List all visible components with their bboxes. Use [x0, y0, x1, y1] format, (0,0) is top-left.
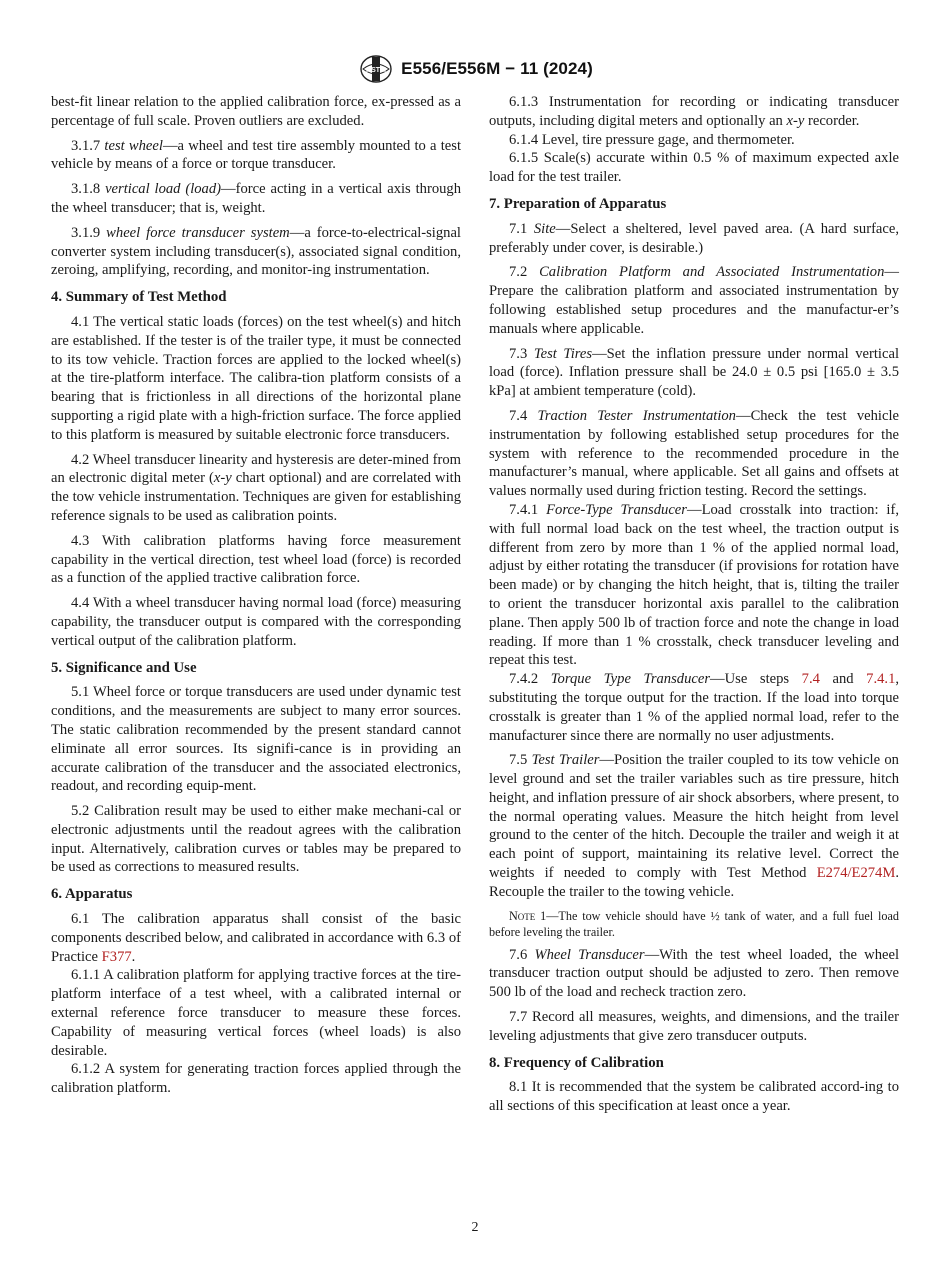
section-heading-4: 4. Summary of Test Method — [51, 289, 227, 306]
right-column — [489, 93, 899, 1122]
paragraph-4-1: 4.1 The vertical static loads (forces) on the test wheel(s) and hitch are established. If the tester is of the trailer type, it must be connected to its tow vehicle. Traction forces are applied to the locked wheel(s) at the tire-platform interface. The calibra-tion platform consists of a bearing that is frictionless in all directions of the horizontal plane supporting a rigid plate with a high-friction surface. The force applied to this platform is measured by suitable electronic force transducers. — [51, 313, 461, 443]
link-7-4[interactable]: 7.4 — [801, 671, 820, 688]
paragraph-3-1-7: 3.1.7 test wheel—a wheel and test tire assembly mounted to a test vehicle by means of a force or torque transducer. — [51, 137, 462, 173]
section-heading-6: 6. Apparatus — [51, 886, 133, 903]
paragraph-3-1-8: 3.1.8 vertical load (load)—force acting in a vertical axis through the wheel transducer; that is, weight. — [51, 181, 462, 216]
paragraph-5-1: 5.1 Wheel force or torque transducers are used under dynamic test conditions, and the measurements are subject to many error sources. The static calibration recommended by the present standard cannot eliminate all error sources. Its signifi-cance is in providing an accurate calibration of the transducer and the associated electronics, readout, and recording equip-ment. — [51, 684, 461, 795]
paragraph-3-1-9: 3.1.9 wheel force transducer system—a force-to-electrical-signal converter system including transducer(s), associated signal condition, zeroing, amplifying, recording, and monitor-ing instrumentation. — [51, 224, 461, 279]
page-number: 2 — [471, 1220, 479, 1235]
term-wheel-force-transducer-system: wheel force transducer system — [106, 224, 290, 241]
section-heading-8: 8. Frequency of Calibration — [489, 1054, 664, 1071]
left-column — [51, 93, 461, 1098]
paragraph-7-3: 7.3 Test Tires—Set the inflation pressure under normal vertical load (force). Inflation pressure shall be 24.0 ± 0.5 psi [165.0 ± 3.5 kPa] at ambient temperature (cold). — [489, 345, 899, 400]
paragraph-6-1-1: 6.1.1 A calibration platform for applying tractive forces at the tire-platform interface of a test wheel, with a calibrated internal or external reference force transducer to measure these forces. Capability of measuring vertical forces (wheel loads) is also desirable. — [51, 967, 461, 1059]
link-e274[interactable]: E274/E274M — [816, 865, 896, 882]
paragraph-4-2: 4.2 Wheel transducer linearity and hysteresis are deter-mined from an electronic digital meter (x-y chart optional) and are correlated with the tow vehicle instrumentation. Techniques are given for establishing reference signals to be used as calibration points. — [51, 451, 461, 524]
paragraph-7-7: 7.7 Record all measures, weights, and dimensions, and the trailer leveling adjustments that give zero transducer outputs. — [489, 1009, 899, 1044]
note-1: Note 1—The tow vehicle should have ½ tank of water, and a full fuel load before leveling the trailer. — [489, 908, 899, 939]
paragraph-7-6: 7.6 Wheel Transducer—With the test wheel loaded, the wheel transducer traction output should be adjusted to zero. Then remove 500 lb of the load and recheck traction zero. — [489, 946, 899, 1001]
link-7-4-1[interactable]: 7.4.1 — [866, 671, 896, 688]
term-test-wheel: test wheel — [104, 137, 163, 154]
astm-logo — [357, 54, 395, 84]
note-label: Note 1 — [509, 908, 547, 923]
paragraph-7-5: 7.5 Test Trailer—Position the trailer coupled to its tow vehicle on level ground and set the trailer variables such as tire pressure, hitch height, and inflation pressure of air shock absorbers, where present, to the normal operating values. Measure the hitch height from level ground to the center of the hitch. Decouple the trailer and weigh it at each point of support, maintaining its relative level. Correct the weights if needed to comply with Test Method E274/E274M. Recouple the trailer to the towing vehicle. — [489, 752, 899, 900]
paragraph-3-1-6-continued: best-fit linear relation to the applied calibration force, ex-pressed as a percentage of full scale. Proven outliers are excluded. — [51, 94, 461, 129]
paragraph-4-4: 4.4 With a wheel transducer having normal load (force) measuring capability, the transducer output is compared with the corresponding vertical output of the calibration platform. — [51, 595, 461, 649]
page-header — [0, 54, 950, 84]
link-f377[interactable]: F377 — [101, 948, 132, 965]
paragraph-6-1-3: 6.1.3 Instrumentation for recording or indicating transducer outputs, including digital meters and optionally an x-y recorder. — [489, 94, 899, 129]
section-heading-7: 7. Preparation of Apparatus — [489, 195, 667, 212]
paragraph-7-1: 7.1 Site—Select a sheltered, level paved area. (A hard surface, preferably under cover, is desirable.) — [489, 220, 900, 256]
paragraph-7-4-2: 7.4.2 Torque Type Transducer—Use steps 7.4 and 7.4.1, substituting the torque output for the traction. If the load into torque crosstalk is greater than 1 % of the applied normal load, refer to the manufacturer since there are normally no user adjustments. — [489, 671, 900, 744]
paragraph-4-3: 4.3 With calibration platforms having force measurement capability in the vertical direction, test wheel load (force) is recorded as a function of the applied tractive calibration force. — [51, 532, 461, 587]
paragraph-6-1-2: 6.1.2 A system for generating traction forces applied through the calibration platform. — [51, 1061, 461, 1097]
document-designation: E556/E556M − 11 (2024) — [401, 59, 593, 78]
paragraph-6-1-4: 6.1.4 Level, tire pressure gage, and thermometer. — [509, 131, 795, 148]
paragraph-5-2: 5.2 Calibration result may be used to either make mechani-cal or electronic adjustments until the readout agrees with the calibration input. Alternatively, calibration curves or tables may be prepared to be used as corrections to measured results. — [51, 803, 461, 876]
paragraph-6-1: 6.1 The calibration apparatus shall consist of the basic components described below, and calibrated in accordance with 6.3 of Practice F377. — [51, 911, 461, 965]
paragraph-7-4: 7.4 Traction Tester Instrumentation—Check the test vehicle instrumentation by following established setup procedures for the system with reference to the recommended procedure in the manufacturer’s manual, where applicable. Set all gains and offsets at values normally used during friction testing. Record the settings. — [489, 407, 899, 500]
paragraph-8-1: 8.1 It is recommended that the system be calibrated accord-ing to all sections of this specification at least once a year. — [489, 1079, 899, 1115]
astm-logo-text: ASTM — [366, 67, 387, 74]
paragraph-7-2: 7.2 Calibration Platform and Associated Instrumentation—Prepare the calibration platform and associated instrumentation by following established setup procedures and the manufactur-er’s manuals where applicable. — [489, 264, 899, 337]
paragraph-6-1-5: 6.1.5 Scale(s) accurate within 0.5 % of maximum expected axle load for the test trailer. — [489, 150, 899, 186]
term-vertical-load: vertical load (load) — [105, 181, 222, 198]
paragraph-7-4-1: 7.4.1 Force-Type Transducer—Load crosstalk into traction: if, with full normal load back on the test wheel, the traction output is different from zero by more than 1 % of the applied normal load, adjust by either rotating the transducer (if provisions for rotation have been made) or by changing the hitch height, that is, tilting the trailer to orient the transducer horizontal axis parallel to the calibration plane. Then apply 500 lb of traction force and note the change in load reading. If more than 1 % crosstalk, check transducer leveling and repeat this test. — [489, 501, 899, 669]
section-heading-5: 5. Significance and Use — [51, 659, 197, 676]
